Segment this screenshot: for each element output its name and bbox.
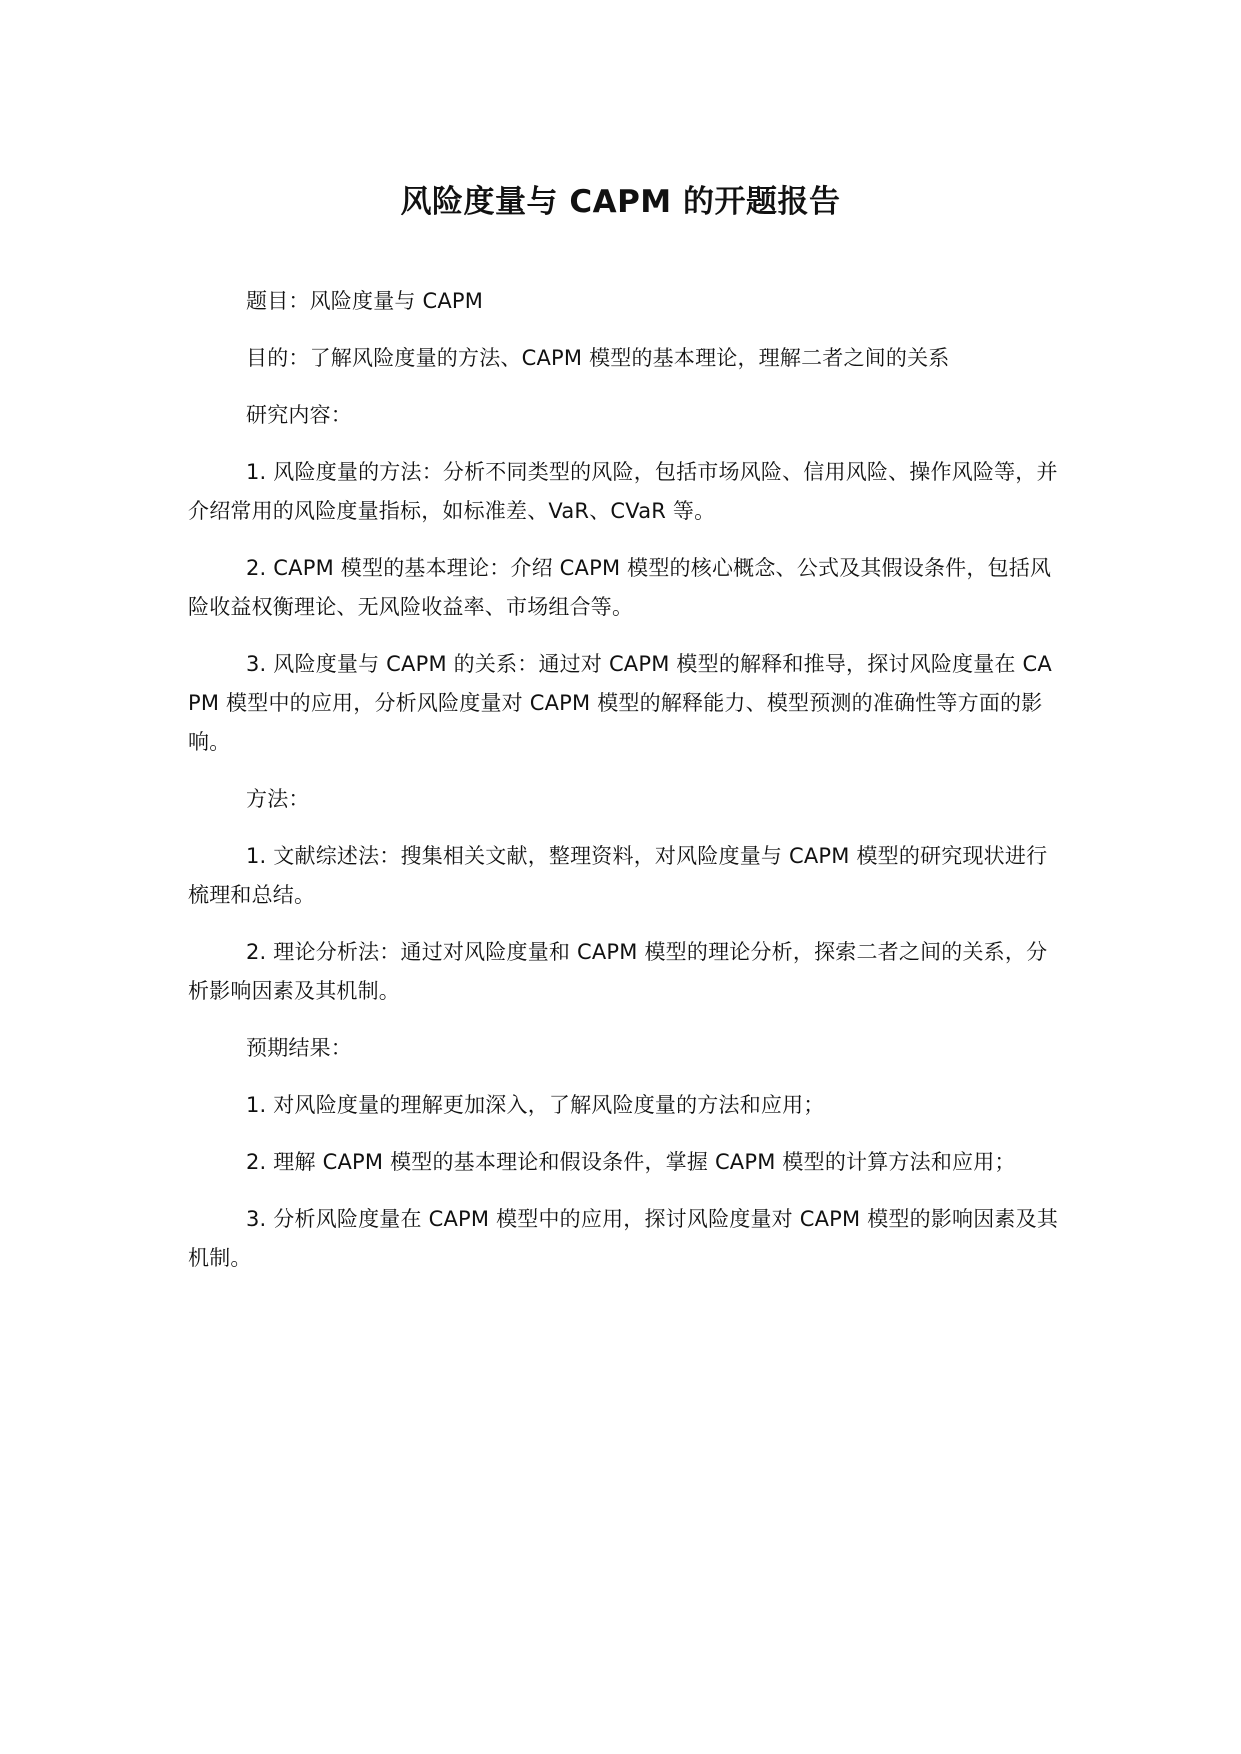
paragraph-topic: 题目：风险度量与 CAPM xyxy=(246,289,484,313)
document-body xyxy=(188,282,1060,1296)
paragraph-method-item-2: 2. 理论分析法：通过对风险度量和 CAPM 模型的理论分析，探索二者之间的关系，分析影响因素及其机制。 xyxy=(188,940,1048,1003)
paragraph-purpose: 目的：了解风险度量的方法、CAPM 模型的基本理论，理解二者之间的关系 xyxy=(246,346,950,370)
paragraph-result-item-1: 1. 对风险度量的理解更加深入，了解风险度量的方法和应用； xyxy=(246,1093,825,1117)
paragraph-research-content-heading: 研究内容： xyxy=(246,403,352,427)
paragraph-methods-heading: 方法： xyxy=(246,787,310,811)
paragraph-result-item-2: 2. 理解 CAPM 模型的基本理论和假设条件，掌握 CAPM 模型的计算方法和应用； xyxy=(246,1150,1016,1174)
paragraph-method-item-1: 1. 文献综述法：搜集相关文献，整理资料，对风险度量与 CAPM 模型的研究现状进行梳理和总结。 xyxy=(188,844,1048,907)
document-title: 风险度量与 CAPM 的开题报告 xyxy=(400,184,841,220)
paragraph-research-item-2: 2. CAPM 模型的基本理论：介绍 CAPM 模型的核心概念、公式及其假设条件，包括风险收益权衡理论、无风险收益率、市场组合等。 xyxy=(188,556,1052,619)
paragraph-expected-results-heading: 预期结果： xyxy=(246,1036,352,1060)
paragraph-result-item-3: 3. 分析风险度量在 CAPM 模型中的应用，探讨风险度量对 CAPM 模型的影响因素及其机制。 xyxy=(188,1207,1059,1270)
paragraph-research-item-3: 3. 风险度量与 CAPM 的关系：通过对 CAPM 模型的解释和推导，探讨风险度量在 CAPM 模型中的应用，分析风险度量对 CAPM 模型的解释能力、模型预测的准确性等方面的影响。 xyxy=(188,652,1052,754)
paragraph-research-item-1: 1. 风险度量的方法：分析不同类型的风险，包括市场风险、信用风险、操作风险等，并介绍常用的风险度量指标，如标准差、VaR、CVaR 等。 xyxy=(188,460,1058,523)
